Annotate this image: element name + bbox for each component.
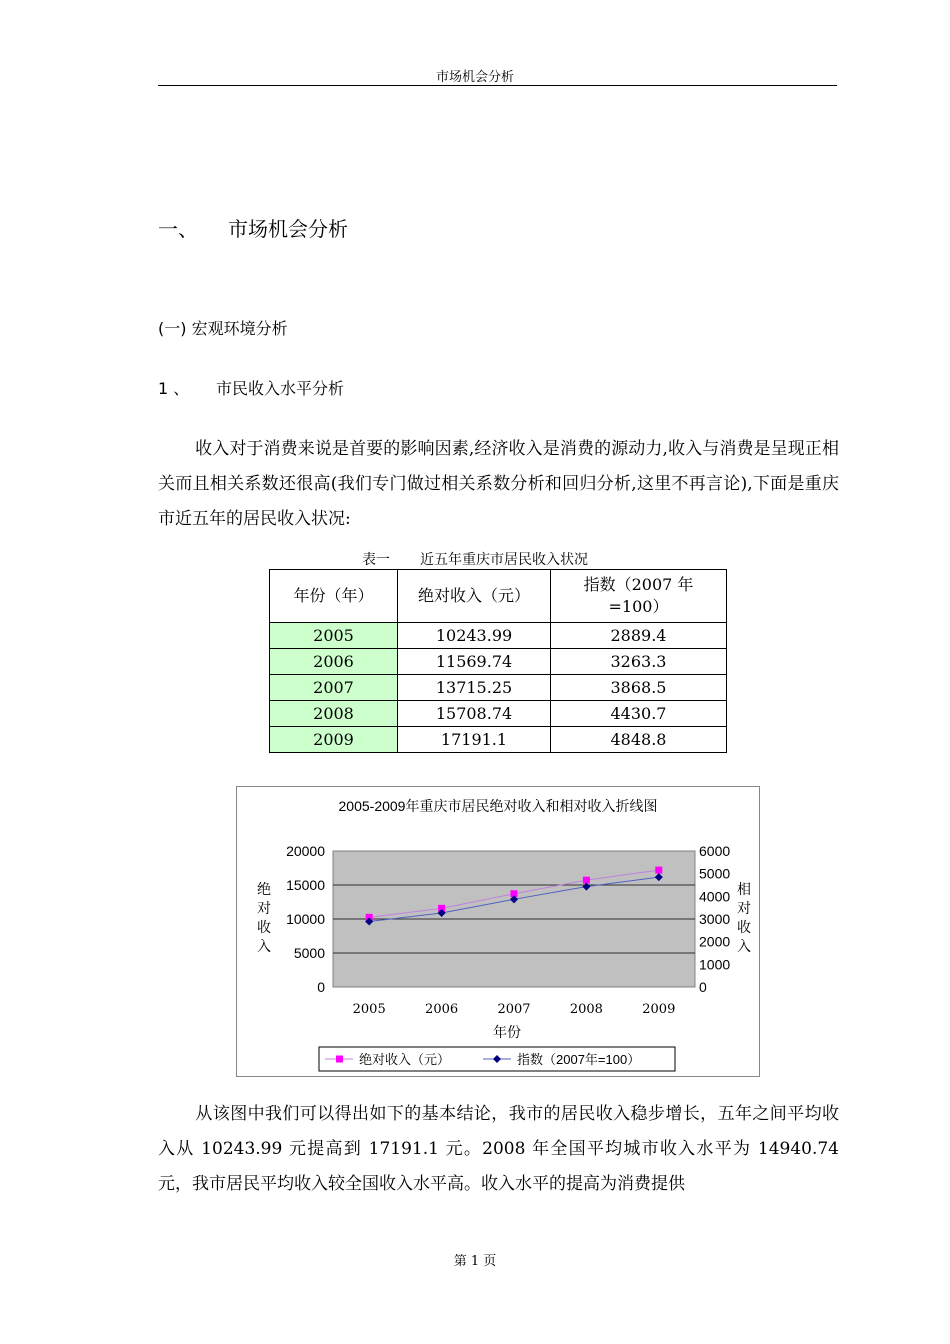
cell-index: 3868.5 xyxy=(551,675,727,701)
section-title: 市场机会分析 xyxy=(228,217,348,241)
table-caption xyxy=(0,549,950,569)
cell-absolute-income: 15708.74 xyxy=(398,701,551,727)
x-tick-label: 2008 xyxy=(569,1002,603,1017)
paragraph-2 xyxy=(158,1097,839,1202)
cell-year: 2007 xyxy=(270,675,398,701)
legend-label: 绝对收入（元） xyxy=(359,1052,451,1067)
section-number: 一、 xyxy=(158,217,198,241)
x-tick-label: 2007 xyxy=(497,1002,531,1017)
y-right-tick-label: 6000 xyxy=(699,843,731,859)
y-left-tick-label: 15000 xyxy=(286,877,325,893)
y-left-axis-label-char: 绝 xyxy=(257,881,271,897)
y-right-tick-label: 0 xyxy=(699,979,707,995)
income-chart xyxy=(236,786,760,1077)
subsection-heading: (一) 宏观环境分析 xyxy=(158,319,288,338)
cell-absolute-income: 10243.99 xyxy=(398,623,551,649)
y-right-tick-label: 3000 xyxy=(699,911,731,927)
cell-index: 4848.8 xyxy=(551,727,727,753)
y-left-tick-label: 20000 xyxy=(286,843,325,859)
page-header: 市场机会分析 xyxy=(435,70,514,85)
header-year: 年份（年） xyxy=(270,570,398,623)
y-right-axis-label-char: 收 xyxy=(737,919,751,935)
cell-absolute-income: 17191.1 xyxy=(398,727,551,753)
cell-year: 2006 xyxy=(270,649,398,675)
income-chart-svg xyxy=(237,787,759,1076)
data-point xyxy=(655,867,662,874)
subsubsection-heading xyxy=(158,376,344,399)
cell-index: 3263.3 xyxy=(551,649,727,675)
y-left-tick-label: 5000 xyxy=(293,945,325,961)
y-left-axis-label-char: 收 xyxy=(257,919,271,935)
y-left-tick-label: 0 xyxy=(317,979,325,995)
paragraph-1-text: 收入对于消费来说是首要的影响因素,经济收入是消费的源动力,收入与消费是呈现正相关而且相关系数还很高(我们专门做过相关系数分析和回归分析,这里不再言论),下面是重庆市近五年的居民收入状况: xyxy=(158,439,839,529)
table-row xyxy=(270,675,727,701)
header-absolute-income: 绝对收入（元） xyxy=(398,570,551,623)
legend-label: 指数（2007年=100） xyxy=(517,1052,641,1067)
page-footer: 第 1 页 xyxy=(453,1254,497,1269)
income-table xyxy=(269,569,727,753)
section-heading-1 xyxy=(158,213,348,242)
header-rule xyxy=(158,85,837,86)
legend-marker xyxy=(336,1056,343,1063)
x-tick-label: 2005 xyxy=(352,1002,386,1017)
subsubsection-title: 市民收入水平分析 xyxy=(216,379,345,398)
y-right-tick-label: 2000 xyxy=(699,933,731,950)
cell-absolute-income: 11569.74 xyxy=(398,649,551,675)
table-row xyxy=(270,701,727,727)
y-right-tick-label: 1000 xyxy=(699,956,731,973)
y-right-axis-label-char: 相 xyxy=(737,881,751,897)
table-caption-label: 表一 xyxy=(362,552,390,568)
y-left-tick-label: 10000 xyxy=(286,911,325,927)
cell-year: 2005 xyxy=(270,623,398,649)
y-right-tick-label: 4000 xyxy=(699,888,731,905)
table-row xyxy=(270,623,727,649)
cell-year: 2008 xyxy=(270,701,398,727)
subsubsection-number: 1 、 xyxy=(158,379,190,398)
header-index: 指数（2007 年 =100） xyxy=(551,570,727,623)
y-right-axis-label-char: 入 xyxy=(737,938,751,954)
y-left-axis-label-char: 对 xyxy=(257,900,271,916)
y-right-axis-label-char: 对 xyxy=(737,900,751,916)
table-row xyxy=(270,649,727,675)
table-header-row xyxy=(270,570,727,623)
y-right-tick-label: 5000 xyxy=(699,865,731,882)
table-row xyxy=(270,727,727,753)
chart-title: 2005-2009年重庆市居民绝对收入和相对收入折线图 xyxy=(338,798,658,814)
x-tick-label: 2006 xyxy=(425,1002,459,1017)
cell-absolute-income: 13715.25 xyxy=(398,675,551,701)
cell-index: 4430.7 xyxy=(551,701,727,727)
x-tick-label: 2009 xyxy=(642,1002,676,1017)
y-left-axis-label-char: 入 xyxy=(257,938,271,954)
paragraph-1 xyxy=(158,432,839,537)
table-caption-title: 近五年重庆市居民收入状况 xyxy=(420,552,588,568)
paragraph-2-text: 从该图中我们可以得出如下的基本结论，我市的居民收入稳步增长，五年之间平均收入从 10243.99 元提高到 17191.1 元。2008 年全国平均城市收入水平为 14940.74 元，我市居民平均收入较全国收入水平高。收入水平的提高为消费提供 xyxy=(158,1104,839,1194)
cell-index: 2889.4 xyxy=(551,623,727,649)
x-axis-label: 年份 xyxy=(493,1024,521,1040)
cell-year: 2009 xyxy=(270,727,398,753)
